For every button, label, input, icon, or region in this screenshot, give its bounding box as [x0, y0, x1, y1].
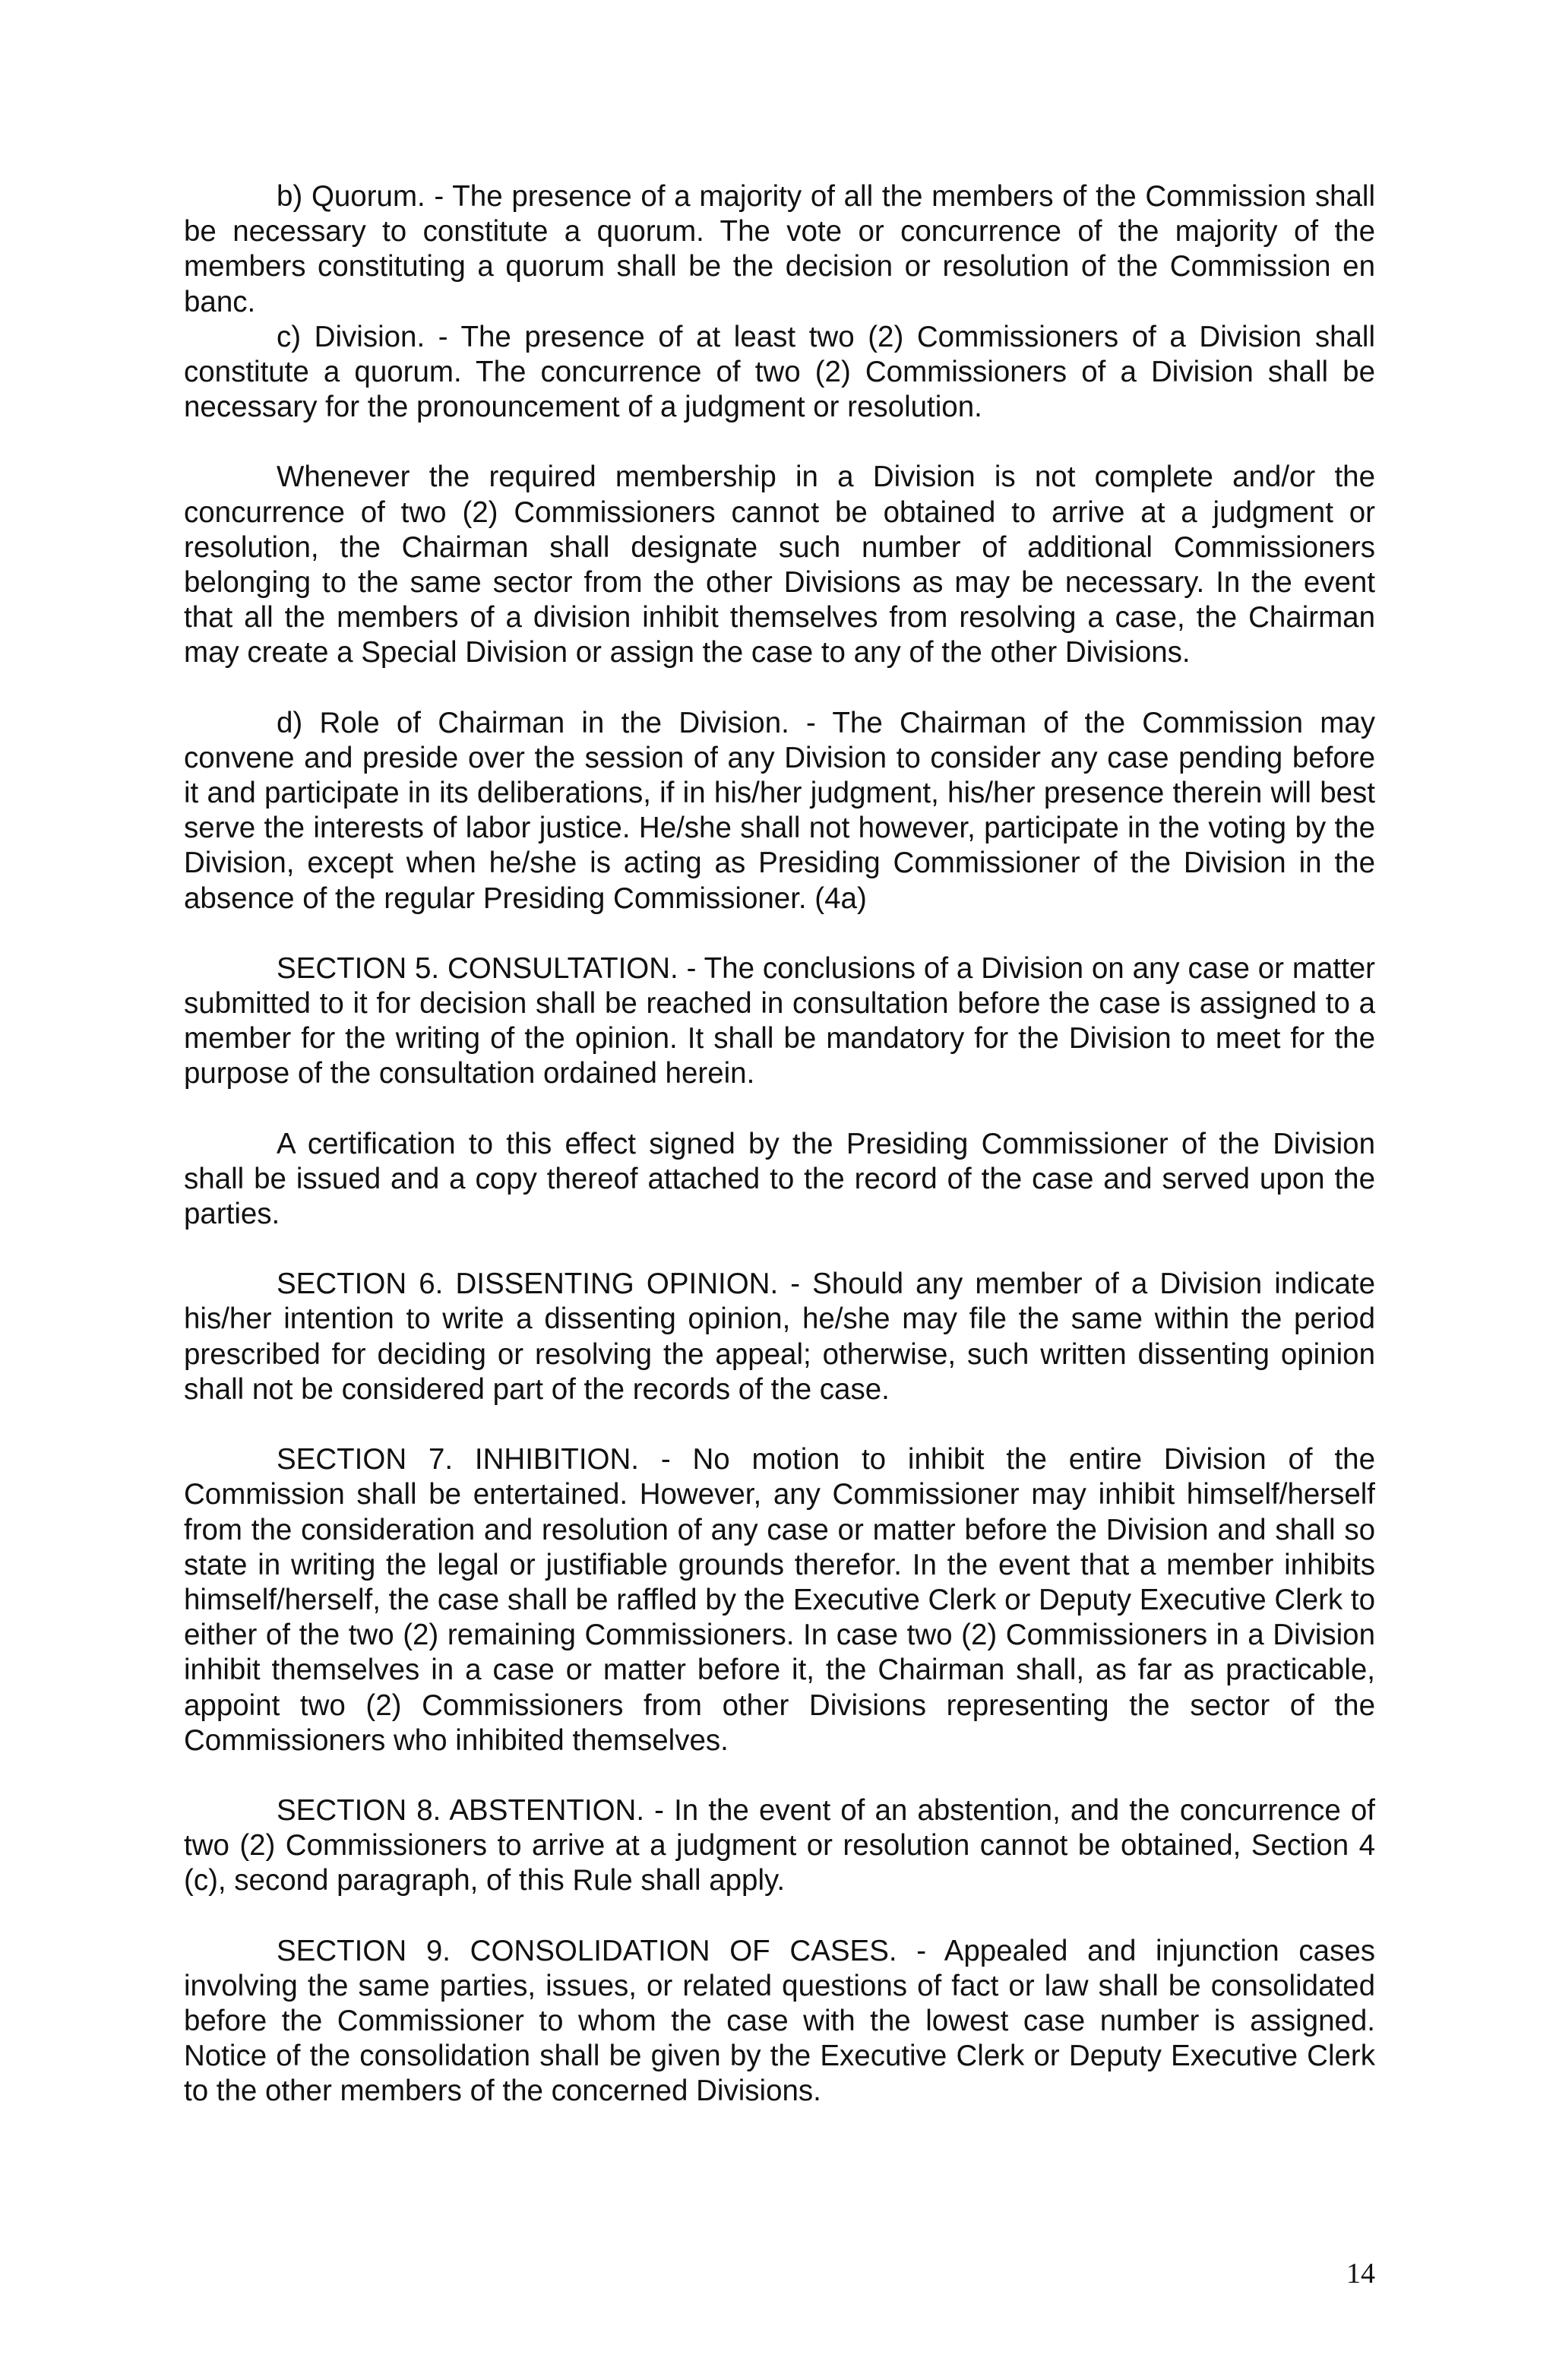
paragraph-section-5-consultation: SECTION 5. CONSULTATION. - The conclusions of a Division on any case or matter submitted to it for decision shall be reached in consultation before the case is assigned to a member for the writing of the opinion. It shall be mandatory for the Division to meet for the purpose of the consultation ordained herein.: [184, 951, 1375, 1090]
paragraph-section-9-consolidation: SECTION 9. CONSOLIDATION OF CASES. - Appealed and injunction cases involving the same parties, issues, or related questions of fact or law shall be consolidated before the Commissioner to whom the case with the lowest case number is assigned. Notice of the consolidation shall be given by the Executive Clerk or Deputy Executive Clerk to the other members of the concerned Divisions.: [184, 1934, 1375, 2108]
paragraph-certification: A certification to this effect signed by the Presiding Commissioner of the Division shall be issued and a copy thereof attached to the record of the case and served upon the parties.: [184, 1127, 1375, 1231]
paragraph-division-membership: Whenever the required membership in a Division is not complete and/or the concurrence of two (2) Commissioners cannot be obtained to arrive at a judgment or resolution, the Chairman shall designate such number of additional Commissioners belonging to the same sector from the other Divisions as may be necessary. In the event that all the members of a division inhibit themselves from resolving a case, the Chairman may create a Special Division or assign the case to any of the other Divisions.: [184, 460, 1375, 669]
paragraph-role-of-chairman: d) Role of Chairman in the Division. - The Chairman of the Commission may convene and preside over the session of any Division to consider any case pending before it and participate in its deliberations, if in his/her judgment, his/her presence therein will best serve the interests of labor justice. He/she shall not however, participate in the voting by the Division, except when he/she is acting as Presiding Commissioner of the Division in the absence of the regular Presiding Commissioner. (4a): [184, 706, 1375, 915]
page-number: 14: [1346, 2258, 1375, 2290]
document-body: [184, 179, 1375, 2109]
paragraph-quorum: b) Quorum. - The presence of a majority of all the members of the Commission shall be necessary to constitute a quorum. The vote or concurrence of the majority of the members constituting a quorum shall be the decision or resolution of the Commission en banc.: [184, 180, 1375, 318]
paragraph-section-8-abstention: SECTION 8. ABSTENTION. - In the event of an abstention, and the concurrence of two (2) Commissioners to arrive at a judgment or resolution cannot be obtained, Section 4 (c), second paragraph, of this Rule shall apply.: [184, 1793, 1375, 1897]
paragraph-section-7-inhibition: SECTION 7. INHIBITION. - No motion to inhibit the entire Division of the Commission shall be entertained. However, any Commissioner may inhibit himself/herself from the consideration and resolution of any case or matter before the Division and shall so state in writing the legal or justifiable grounds therefor. In the event that a member inhibits himself/herself, the case shall be raffled by the Executive Clerk or Deputy Executive Clerk to either of the two (2) remaining Commissioners. In case two (2) Commissioners in a Division inhibit themselves in a case or matter before it, the Chairman shall, as far as practicable, appoint two (2) Commissioners from other Divisions representing the sector of the Commissioners who inhibited themselves.: [184, 1443, 1375, 1757]
paragraph-division: c) Division. - The presence of at least two (2) Commissioners of a Division shall constitute a quorum. The concurrence of two (2) Commissioners of a Division shall be necessary for the pronouncement of a judgment or resolution.: [184, 320, 1375, 424]
paragraph-section-6-dissenting-opinion: SECTION 6. DISSENTING OPINION. - Should any member of a Division indicate his/her intention to write a dissenting opinion, he/she may file the same within the period prescribed for deciding or resolving the appeal; otherwise, such written dissenting opinion shall not be considered part of the records of the case.: [184, 1268, 1375, 1406]
